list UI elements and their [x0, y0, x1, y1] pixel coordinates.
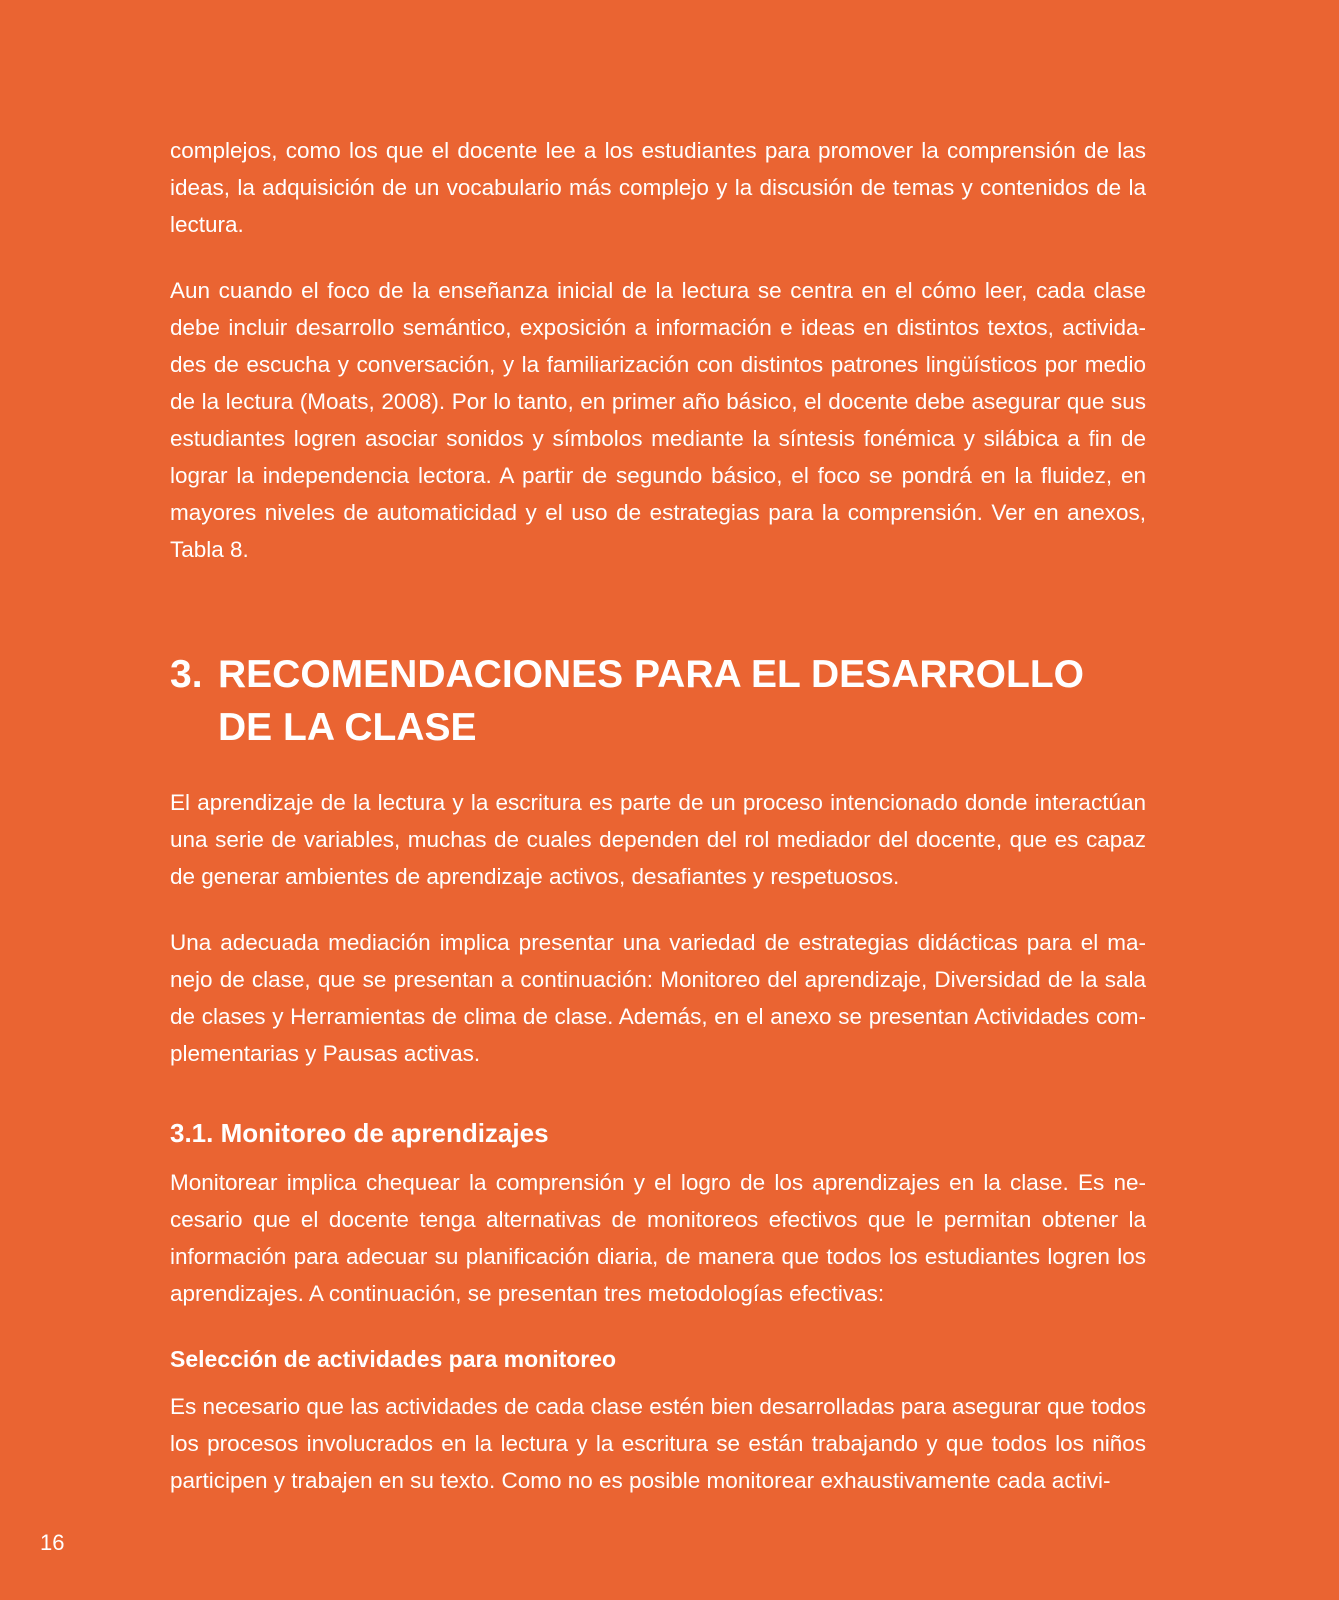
section-heading — [170, 648, 1146, 754]
section-paragraph-1: El aprendizaje de la lectura y la escritura es parte de un proceso intencionado donde interactúan una serie de variables, muchas de cuales dependen del rol mediador del docente, que es capaz de generar ambientes de aprendizaje activos, desafiantes y respetuosos. — [170, 790, 1146, 889]
intro-paragraph-2: Aun cuando el foco de la enseñanza inicial de la lectura se centra en el cómo leer, cada clase debe incluir desarrollo semántico, exposición a información e ideas en distintos textos, actividades de escucha y conversación, y la familiarización con distintos patrones lingüísticos por medio de la lectura (Moats, 2008). Por lo tanto, en primer año básico, el docente debe asegurar que sus estudiantes logren asociar sonidos y símbolos mediante la síntesis fonémica y silábica a fin de lograr la independencia lectora. A partir de segundo básico, el foco se pondrá en la fluidez, en mayores niveles de automaticidad y el uso de estrategias para la comprensión. Ver en anexos, Tabla 8. — [170, 278, 1146, 562]
subsubsection-heading: Selección de actividades para monitoreo — [170, 1346, 617, 1372]
section-title: RECOMENDACIONES PARA EL DESARROLLO DE LA CLASE — [218, 653, 1084, 749]
page-content — [170, 132, 1146, 1499]
intro-paragraph-1: complejos, como los que el docente lee a los estudiantes para promover la comprensión de las ideas, la adquisición de un vocabulario más complejo y la discusión de temas y contenidos de la lectura. — [170, 138, 1146, 237]
subsection-paragraph: Monitorear implica chequear la comprensión y el logro de los aprendizajes en la clase. Es necesario que el docente tenga alternativas de monitoreos efectivos que le permitan obtener la información para adecuar su planificación diaria, de manera que todos los estudiantes logren los aprendizajes. A continuación, se presentan tres metodologías efectivas: — [170, 1170, 1146, 1306]
subsubsection-paragraph: Es necesario que las actividades de cada clase estén bien desarrolladas para asegurar que todos los procesos involucrados en la lectura y la escritura se están trabajando y que todos los niños participen y trabajen en su texto. Como no es posible monitorear exhaustivamente cada activi- — [170, 1394, 1146, 1493]
section-paragraph-2: Una adecuada mediación implica presentar una variedad de estrategias didácticas para el manejo de clase, que se presentan a continuación: Monitoreo del aprendizaje, Diversidad de la sala de clases y Herramientas de clima de clase. Además, en el anexo se presentan Actividades complementarias y Pausas activas. — [170, 930, 1146, 1066]
section-number: 3. — [170, 653, 203, 696]
subsection-heading: 3.1. Monitoreo de aprendizajes — [170, 1118, 549, 1148]
page-number: 16 — [40, 1530, 65, 1555]
